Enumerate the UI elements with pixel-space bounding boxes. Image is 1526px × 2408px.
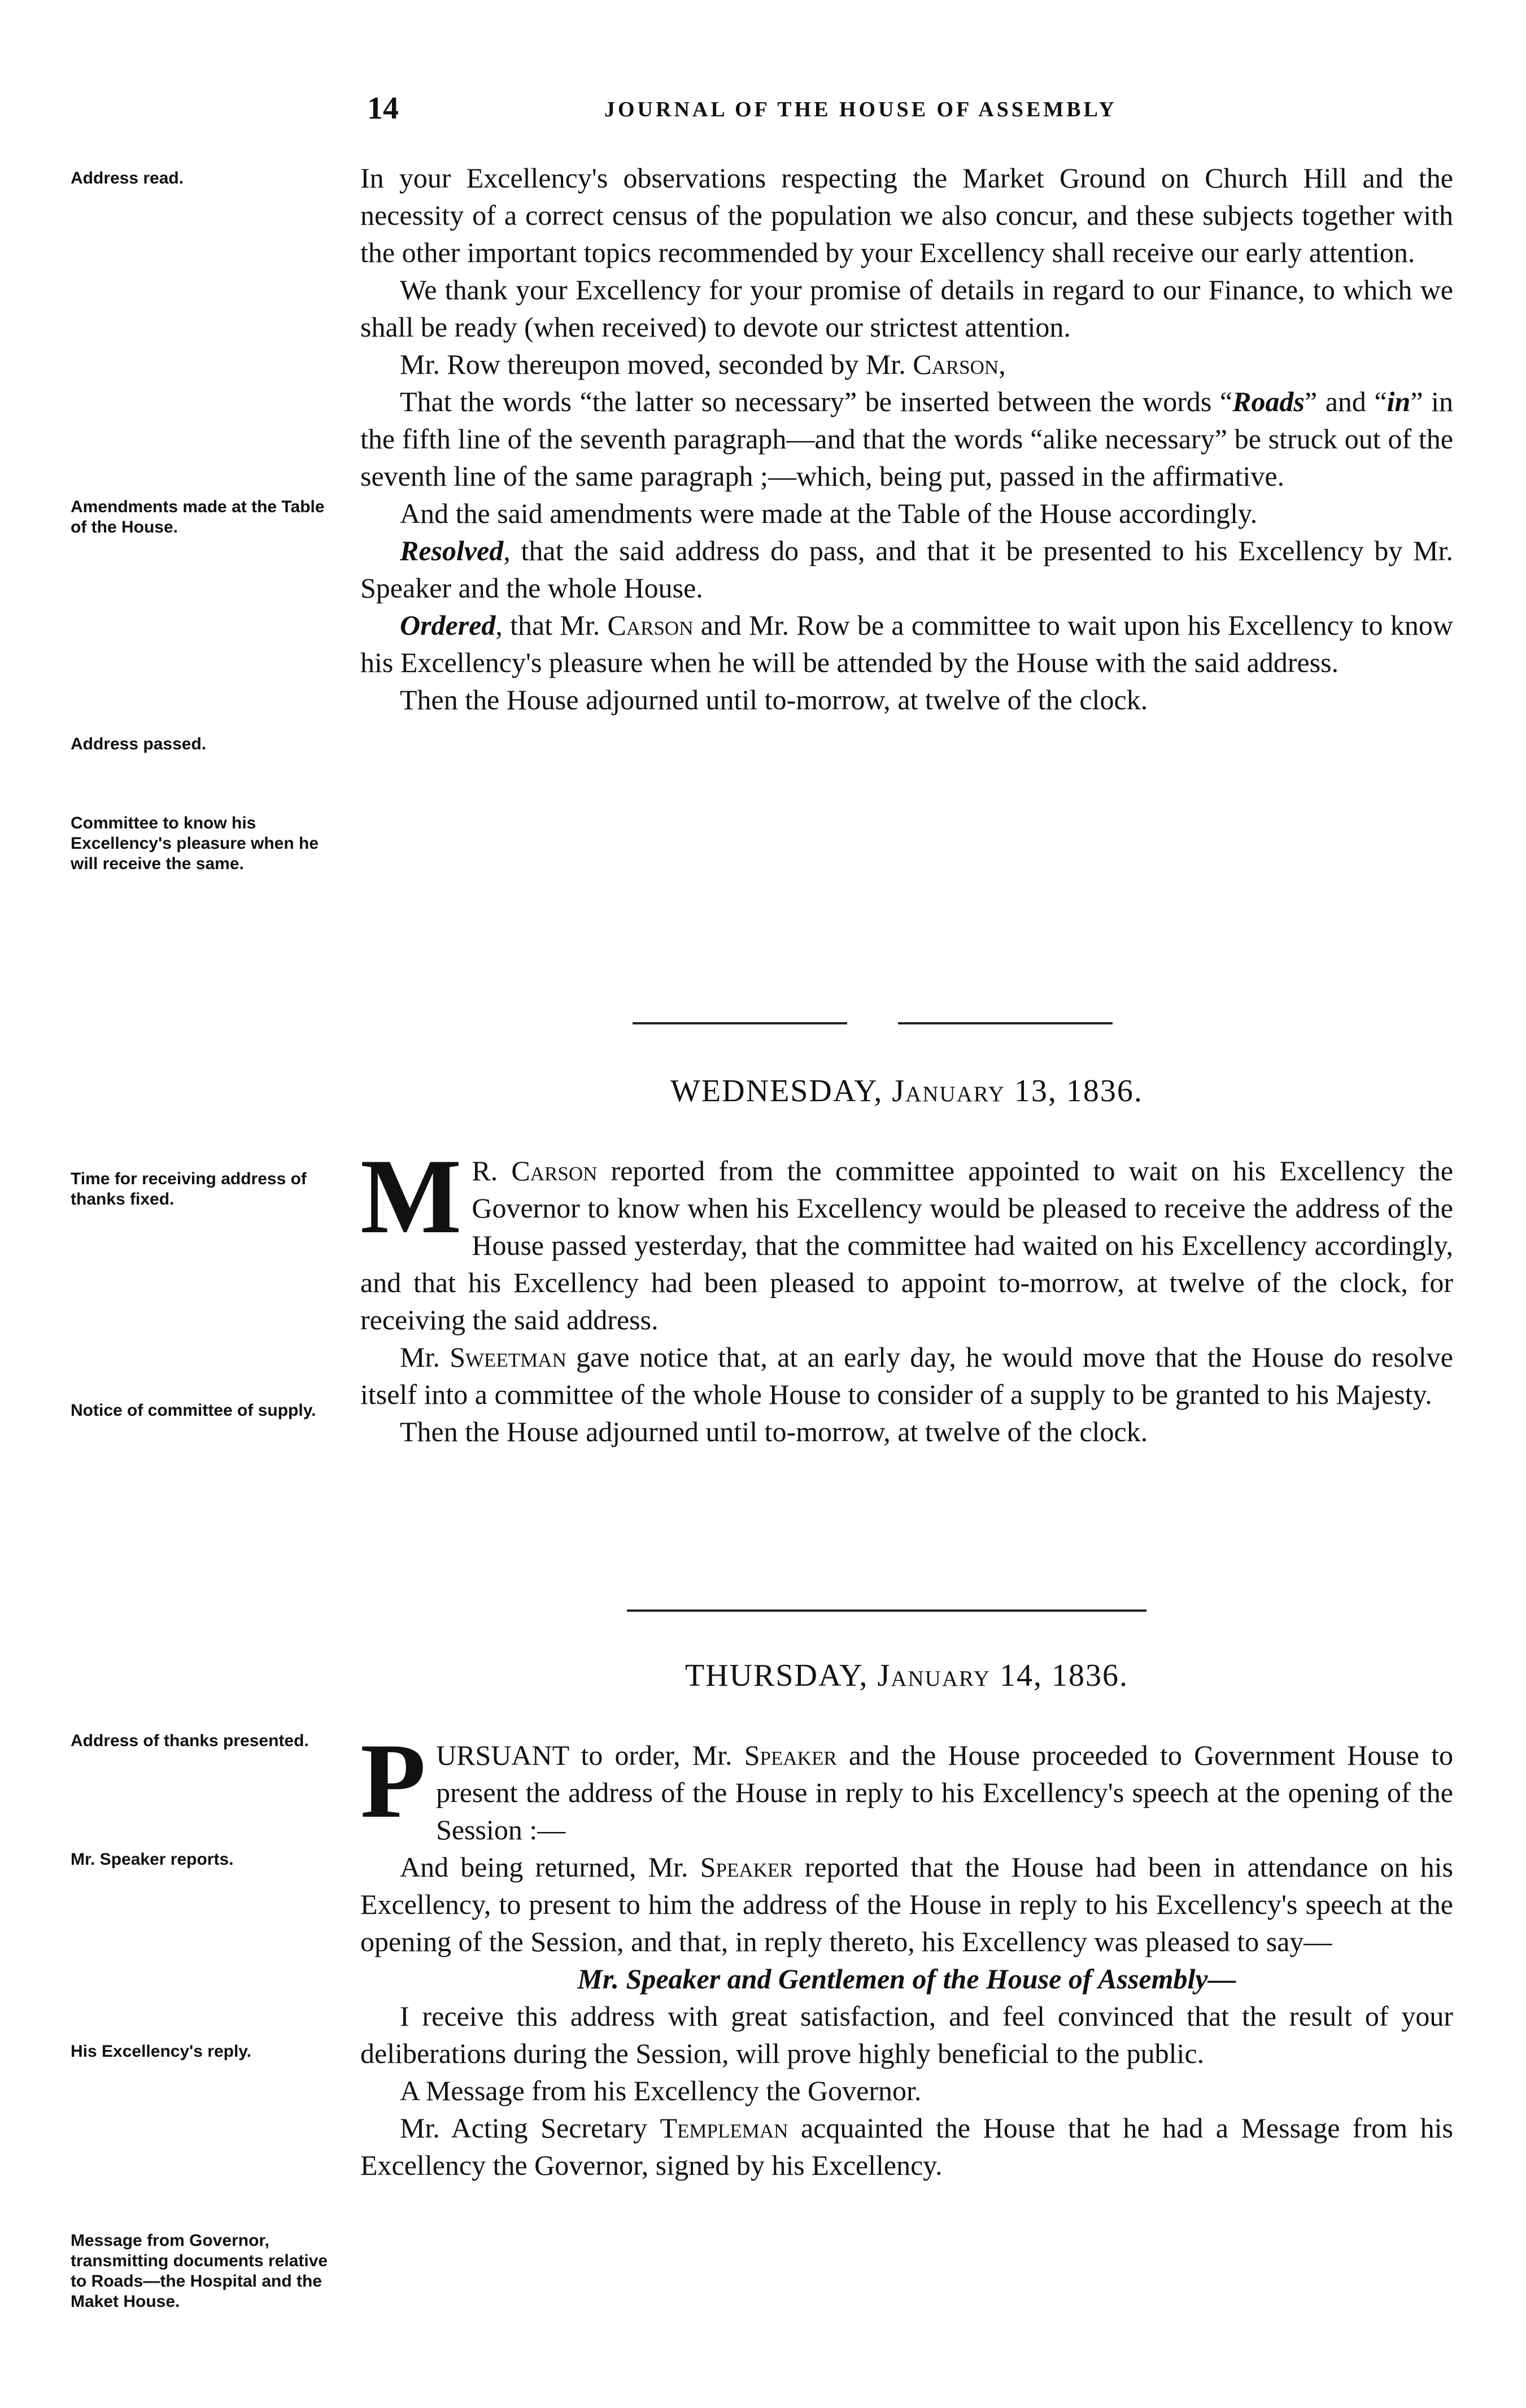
margin-note-notice-supply: Notice of committee of supply. — [71, 1401, 316, 1420]
margin-note-address-presented: Address of thanks presented. — [71, 1731, 309, 1750]
paragraph: Then the House adjourned until to-morrow, at twelve of the clock. — [400, 684, 1148, 716]
paragraph: Mr. Sweetman gave notice that, at an early day, he would move that the House do resolve itself into a committee of the whole House to consider of a supply to be granted to his Majesty. — [360, 1341, 1453, 1410]
page-header — [0, 90, 1526, 130]
paragraph: Mr. Acting Secretary Templeman acquainted the House that he had a Message from his Excellency the Governor, signed by his Excellency. — [360, 2112, 1453, 2181]
drop-cap: M — [360, 1137, 462, 1256]
margin-note-message-governor: Message from Governor, transmitting documents relative to Roads—the Hospital and the Maket House. — [71, 2231, 328, 2311]
paragraph: And the said amendments were made at the Table of the House accordingly. — [400, 498, 1258, 529]
margin-note-committee-know: Committee to know his Excellency's pleasure when he will receive the same. — [71, 814, 319, 873]
section-continuation — [360, 159, 1453, 718]
section-wednesday — [360, 1137, 1453, 1450]
paragraph: Mr. Speaker and Gentlemen of the House of Assembly— — [577, 1963, 1236, 1995]
paragraph: M R. Carson reported from the committee appointed to wait on his Excellency the Governor to know when his Excellency would be pleased to receive the address of the House passed yesterday, that the committee had waited on his Excellency accordingly, and that his Excellency had been pleased to appoint to-morrow, at twelve of the clock, for receiving the said address. — [360, 1137, 1453, 1336]
paragraph: We thank your Excellency for your promise of details in regard to our Finance, to which we shall be ready (when received) to devote our strictest attention. — [360, 274, 1453, 343]
running-title: JOURNAL OF THE HOUSE OF ASSEMBLY — [604, 98, 1117, 121]
paragraph: Then the House adjourned until to-morrow, at twelve of the clock. — [400, 1416, 1148, 1447]
divider — [898, 1022, 1113, 1024]
paragraph: That the words “the latter so necessary” be inserted between the words “Roads” and “in” in the fifth line of the seventh paragraph—and that the words “alike necessary” be struck out of the seventh line of the same paragraph ;—which, being put, passed in the affirmative. — [360, 386, 1454, 492]
paragraph: I receive this address with great satisfaction, and feel convinced that the result of your deliberations during the Session, will prove highly beneficial to the public. — [360, 2000, 1453, 2069]
page-number: 14 — [367, 91, 399, 126]
margin-note-address-read: Address read. — [71, 169, 184, 187]
day-heading-thursday: THURSDAY, January 14, 1836. — [684, 1658, 1129, 1693]
paragraph: In your Excellency's observations respecting the Market Ground on Church Hill and the necessity of a correct census of the population we also concur, and these subjects together with the other important topics recommended by your Excellency shall receive our early attention. — [360, 162, 1453, 268]
drop-cap: P — [360, 1722, 426, 1840]
day-heading-wednesday: WEDNESDAY, January 13, 1836. — [670, 1074, 1143, 1109]
margin-note-time-fixed: Time for receiving address of thanks fixed. — [71, 1170, 307, 1209]
divider — [627, 1609, 1146, 1612]
paragraph: Resolved, that the said address do pass, and that it be presented to his Excellency by Mr. Speaker and the whole House. — [360, 535, 1453, 604]
margin-note-amendments: Amendments made at the Table of the House. — [71, 498, 325, 536]
paragraph: Mr. Row thereupon moved, seconded by Mr. Carson, — [400, 348, 1006, 380]
margin-note-excellency-reply: His Excellency's reply. — [71, 2042, 252, 2061]
paragraph: A Message from his Excellency the Governor. — [400, 2075, 922, 2106]
margin-note-speaker-reports: Mr. Speaker reports. — [71, 1850, 234, 1869]
paragraph: Ordered, that Mr. Carson and Mr. Row be a committee to wait upon his Excellency to know his Excellency's pleasure when he will be attended by the House with the said address. — [360, 609, 1453, 678]
margin-note-address-passed: Address passed. — [71, 735, 207, 753]
paragraph: PURSUANT to order, Mr. Speaker and the House proceeded to Government House to present the address of the House in reply to his Excellency's speech at the opening of the Session :— — [360, 1722, 1453, 1846]
divider — [633, 1022, 847, 1024]
paragraph: And being returned, Mr. Speaker reported that the House had been in attendance on his Excellency, to present to him the address of the House in reply to his Excellency's speech at the opening of the Session, and that, in reply thereto, his Excellency was pleased to say— — [360, 1851, 1453, 1957]
section-thursday — [360, 1722, 1453, 2184]
